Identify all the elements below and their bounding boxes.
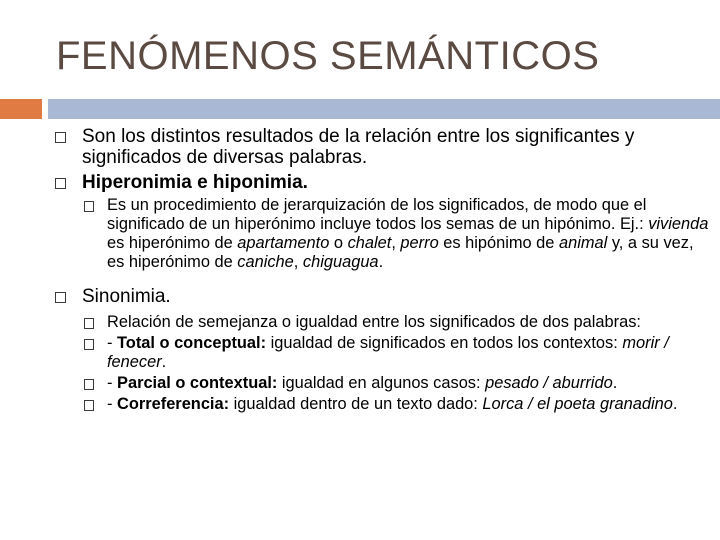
sub-term: Total o conceptual: (117, 334, 267, 352)
checkbox-bullet-icon (84, 339, 94, 350)
checkbox-bullet-icon (84, 318, 94, 329)
sub-term: Correferencia: (117, 395, 230, 413)
example-term: chalet (347, 234, 392, 252)
sub-text: . (161, 353, 167, 371)
bullet-definition (50, 126, 710, 168)
sub-text: es hipónimo de (438, 234, 559, 252)
sub-bullet-parcial (50, 374, 710, 393)
sub-term: Parcial o contextual: (117, 374, 278, 392)
sub-dash: - (107, 374, 118, 392)
sub-text: Es un procedimiento de jerarquización de los significados, de modo que el significado de un hiperónimo incluye todos los semas de un hipónimo. Ej.: (107, 196, 649, 233)
sub-text: igualdad en algunos casos: (277, 374, 486, 392)
example-term: morir / fenecer (107, 334, 669, 371)
sub-bullet-total (50, 334, 710, 372)
bullet-heading: Hiperonimia e hiponimia. (82, 172, 308, 193)
example-term: Lorca / el poeta granadino (482, 395, 673, 413)
checkbox-bullet-icon (84, 379, 94, 390)
sub-text: o (329, 234, 348, 252)
sub-text: Relación de semejanza o igualdad entre los significados de dos palabras: (107, 313, 641, 331)
sub-bullet-relacion (50, 313, 710, 332)
example-term: caniche (237, 253, 294, 271)
sub-text: es hiperónimo de (107, 234, 238, 252)
sub-text: . (672, 395, 678, 413)
bullet-sinonimia (50, 286, 710, 307)
sub-text: . (378, 253, 384, 271)
sub-text: . (612, 374, 618, 392)
slide-title: FENÓMENOS SEMÁNTICOS (56, 34, 600, 78)
example-term: pesado / aburrido (485, 374, 613, 392)
checkbox-bullet-icon (55, 292, 66, 303)
sub-bullet-hiperonimia (50, 196, 710, 272)
accent-bar-orange (0, 99, 42, 119)
checkbox-bullet-icon (84, 201, 94, 212)
sub-bullet-correferencia (50, 395, 710, 414)
sub-text: y, a su vez, es hiperónimo de (107, 234, 694, 271)
slide-content (50, 126, 710, 416)
bullet-text: Son los distintos resultados de la relación entre los significantes y significados de diversas palabras. (82, 126, 635, 168)
checkbox-bullet-icon (55, 132, 66, 143)
example-term: perro (400, 234, 439, 252)
sub-text: , (293, 253, 303, 271)
example-term: apartamento (237, 234, 330, 252)
sub-dash: - (107, 334, 118, 352)
sub-text: igualdad de significados en todos los contextos: (266, 334, 623, 352)
example-term: vivienda (648, 215, 709, 233)
checkbox-bullet-icon (84, 400, 94, 411)
example-term: chiguagua (302, 253, 379, 271)
accent-bar-blue (48, 99, 720, 119)
sub-text: , (391, 234, 401, 252)
checkbox-bullet-icon (55, 178, 66, 189)
bullet-hiperonimia (50, 172, 710, 193)
bullet-heading: Sinonimia. (82, 286, 171, 307)
example-term: animal (558, 234, 608, 252)
sub-text: igualdad dentro de un texto dado: (229, 395, 483, 413)
sub-dash: - (107, 395, 118, 413)
